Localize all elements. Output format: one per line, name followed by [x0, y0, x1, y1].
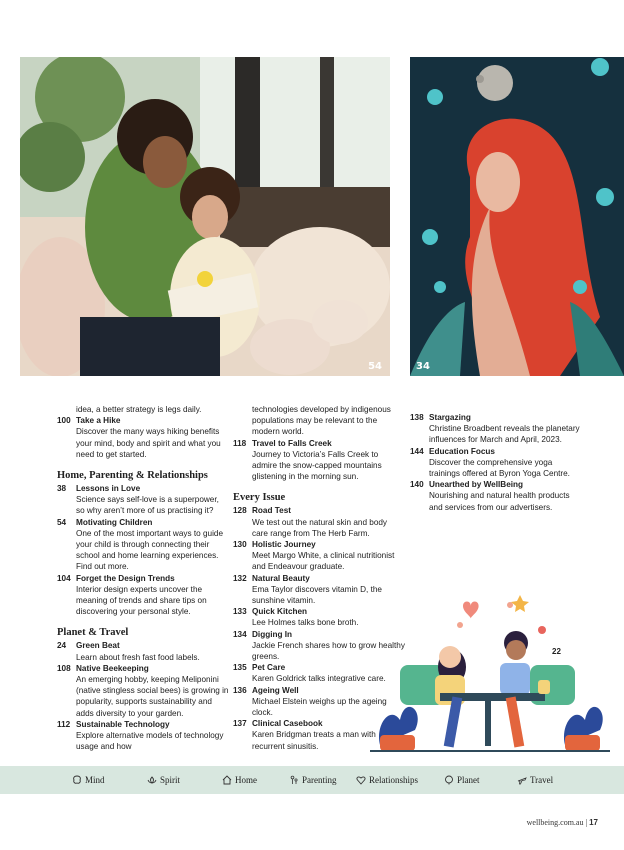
entry-description: Nourishing and natural health products and services from our advertisers. [429, 491, 570, 512]
contents-entry[interactable] [57, 663, 229, 719]
contents-entry[interactable] [57, 640, 229, 662]
entry-title: Road Test [252, 506, 291, 516]
nav-item-planet[interactable] [444, 775, 480, 785]
nav-label: Home [235, 775, 257, 785]
entry-title: Travel to Falls Creek [252, 438, 332, 448]
entry-description: Karen Bridgman treats a man with recurrent sinusitis. [252, 730, 376, 751]
nav-label: Relationships [369, 775, 418, 785]
nav-label: Travel [530, 775, 554, 785]
illustration-artwork [410, 57, 624, 376]
entry-description: Journey to Victoria’s Falls Creek to admire the snow-capped mountains glistening in the morning sun. [252, 449, 382, 482]
continued-text: technologies developed by indigenous populations may be relevant to the modern world. [252, 405, 391, 437]
entry-description: Science says self-love is a superpower, so why aren’t more of us practising it? [76, 495, 219, 516]
entry-description: Ema Taylor discovers vitamin D, the sunshine vitamin. [252, 584, 382, 606]
contents-entry[interactable] [410, 479, 585, 513]
entry-title: Green Beat [76, 641, 120, 651]
entry-description: Karen Goldrick talks integrative care. [252, 674, 386, 684]
nav-item-spirit[interactable] [147, 775, 180, 785]
contents-column-1 [57, 404, 229, 752]
plane-icon [517, 775, 527, 785]
mother-daughter-reading-photo [20, 57, 390, 376]
entry-description: One of the most important ways to guide your child is through connecting their school and home learning experiences. Find out more. [76, 528, 223, 572]
contents-entry[interactable] [57, 719, 229, 753]
entry-title: Forget the Design Trends [76, 573, 175, 583]
entry-page-number: 54 [57, 517, 67, 527]
entry-description: Interior design experts uncover the meaning of trends and share tips on discovering your personal style. [76, 584, 207, 617]
nav-item-travel[interactable] [517, 775, 553, 785]
entry-description: Meet Margo White, a clinical nutritionist and Endeavour graduate. [252, 551, 395, 572]
entry-page-number: 136 [233, 685, 247, 695]
nav-item-relationships[interactable] [356, 775, 418, 785]
entry-title: Pet Care [252, 663, 286, 673]
contents-column-3 [410, 412, 585, 513]
entry-title: Quick Kitchen [252, 607, 308, 617]
entry-page-number: 128 [233, 506, 247, 516]
entry-page-number: 135 [233, 663, 247, 673]
entry-description: Explore alternative models of technology usage and how [76, 731, 224, 752]
contents-entry[interactable] [57, 573, 229, 618]
entry-title: Natural Beauty [252, 573, 310, 583]
entry-page-number: 144 [410, 446, 424, 456]
parent-icon [289, 775, 299, 785]
contents-entry[interactable] [57, 415, 229, 460]
site-url: wellbeing.com.au [526, 818, 584, 827]
contents-entry[interactable] [57, 483, 229, 517]
nav-item-home[interactable] [222, 775, 257, 785]
section-heading: Every Issue [233, 492, 286, 504]
entry-description: Michael Elstein weighs up the ageing clock. [252, 696, 387, 718]
entry-page-number: 104 [57, 573, 71, 583]
entry-page-number: 24 [57, 641, 67, 651]
entry-page-number: 134 [233, 629, 247, 639]
entry-page-number: 137 [233, 719, 247, 729]
page-number: 17 [589, 818, 598, 827]
continued-text: idea, a better strategy is legs daily. [76, 405, 202, 414]
nav-label: Spirit [160, 775, 181, 785]
section-heading: Home, Parenting & Relationships [57, 470, 208, 482]
entry-page-number: 130 [233, 540, 247, 550]
nav-item-parenting[interactable] [289, 775, 337, 785]
entry-title: Clinical Casebook [252, 719, 323, 729]
contents-entry[interactable] [410, 446, 585, 480]
entry-description: Jackie French shares how to grow healthy greens. [252, 640, 405, 662]
entry-description: An emerging hobby, keeping Meliponini (native stingless social bees) is growing in popularity, supports sustainability and adds diversity to your garden. [76, 675, 229, 718]
globe-icon [444, 775, 454, 785]
entry-page-number: 100 [57, 416, 71, 426]
entry-title: Native Beekeeping [76, 663, 149, 673]
entry-title: Take a Hike [76, 416, 121, 426]
illustration-page-number: 34 [416, 361, 430, 372]
photo-page-number: 54 [368, 361, 382, 372]
entry-description: Learn about fresh fast food labels. [76, 652, 200, 662]
entry-page-number: 140 [410, 480, 424, 490]
entry-description: Discover the many ways hiking benefits your mind, body and spirit and what you need to get started. [76, 427, 221, 459]
brain-icon [72, 775, 82, 785]
entry-description: Christine Broadbent reveals the planetary influences for March and April, 2023. [429, 424, 580, 445]
entry-title: Sustainable Technology [76, 719, 170, 729]
entry-title: Unearthed by WellBeing [429, 480, 524, 490]
nav-label: Parenting [302, 775, 337, 785]
entry-title: Lessons in Love [76, 484, 141, 494]
red-haired-woman-illustration [410, 57, 624, 376]
entry-description: Lee Holmes talks bone broth. [252, 618, 359, 628]
entry-page-number: 132 [233, 573, 247, 583]
nav-label: Mind [85, 775, 105, 785]
entry-page-number: 108 [57, 663, 71, 673]
entry-title: Motivating Children [76, 517, 153, 527]
entry-title: Education Focus [429, 446, 495, 456]
entry-title: Stargazing [429, 413, 471, 422]
entry-title: Holistic Journey [252, 540, 316, 550]
home-icon [222, 775, 232, 785]
entry-page-number: 133 [233, 607, 247, 617]
photo-illustration [20, 57, 390, 376]
illustration-page-number: 22 [552, 647, 561, 656]
entry-description: We test out the natural skin and body care range from The Herb Farm. [252, 517, 388, 538]
illustration-artwork [370, 585, 610, 755]
entry-page-number: 112 [57, 719, 71, 729]
entry-title: Digging In [252, 629, 293, 639]
contents-entry[interactable] [233, 505, 405, 539]
entry-title: Ageing Well [252, 685, 299, 695]
entry-page-number: 38 [57, 484, 67, 494]
nav-item-mind[interactable] [72, 775, 105, 785]
contents-entry[interactable] [57, 517, 229, 573]
lotus-icon [147, 775, 157, 785]
contents-entry[interactable] [233, 438, 405, 483]
contents-entry[interactable] [410, 412, 585, 446]
friends-coffee-illustration [370, 585, 610, 755]
nav-label: Planet [457, 775, 480, 785]
heart-icon [356, 775, 366, 785]
footer-separator: | [585, 818, 588, 827]
contents-entry[interactable] [233, 539, 405, 573]
page-footer [527, 818, 598, 827]
entry-page-number: 138 [410, 413, 424, 422]
category-navbar [0, 766, 624, 794]
section-heading: Planet & Travel [57, 627, 129, 639]
entry-description: Discover the comprehensive yoga trainings offered at Byron Yoga Centre. [429, 457, 570, 479]
entry-page-number: 118 [233, 438, 247, 448]
